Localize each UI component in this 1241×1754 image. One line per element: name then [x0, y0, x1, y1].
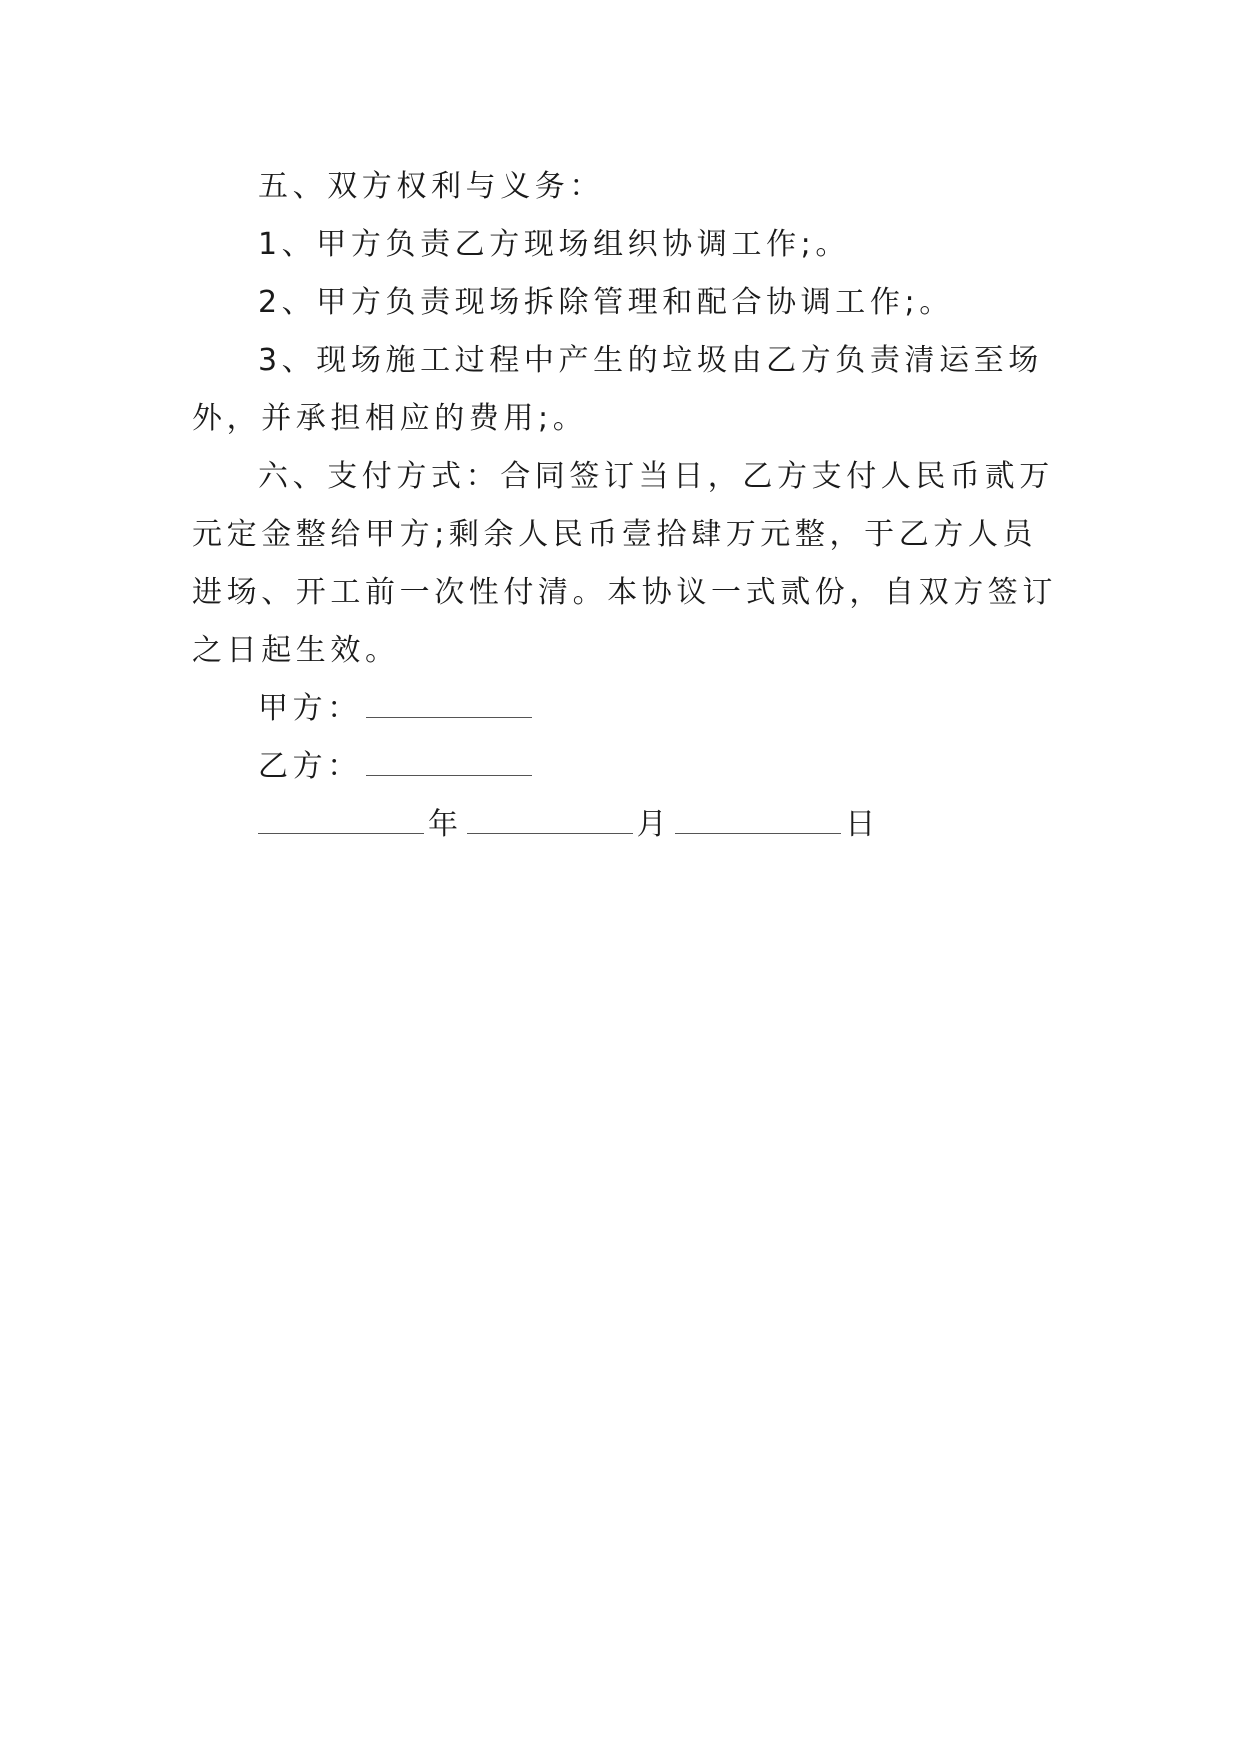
clause-1: 1、甲方负责乙方现场组织协调工作;。 — [258, 227, 850, 262]
year-blank[interactable] — [258, 811, 424, 834]
party-a-signature-line — [192, 680, 1062, 738]
document-body — [192, 158, 1062, 854]
clause-3: 3、现场施工过程中产生的垃圾由乙方负责清运至场外，并承担相应的费用;。 — [192, 343, 1043, 436]
day-blank[interactable] — [675, 811, 841, 834]
section-six-payment: 六、支付方式：合同签订当日，乙方支付人民币贰万元定金整给甲方;剩余人民币壹拾肆万元整，于乙方人员进场、开工前一次性付清。本协议一式贰份，自双方签订之日起生效。 — [192, 459, 1057, 668]
section-five-heading: 五、双方权利与义务： — [258, 169, 604, 204]
party-a-label: 甲方： — [258, 691, 362, 726]
party-b-signature-line — [192, 738, 1062, 796]
month-label: 月 — [636, 807, 672, 842]
month-blank[interactable] — [467, 811, 633, 834]
day-label: 日 — [845, 807, 880, 842]
clause-2: 2、甲方负责现场拆除管理和配合协调工作;。 — [258, 285, 954, 320]
year-label: 年 — [428, 807, 463, 842]
date-line — [192, 796, 1062, 854]
party-b-blank[interactable] — [366, 753, 532, 776]
party-b-label: 乙方： — [258, 749, 362, 784]
party-a-blank[interactable] — [366, 695, 532, 718]
